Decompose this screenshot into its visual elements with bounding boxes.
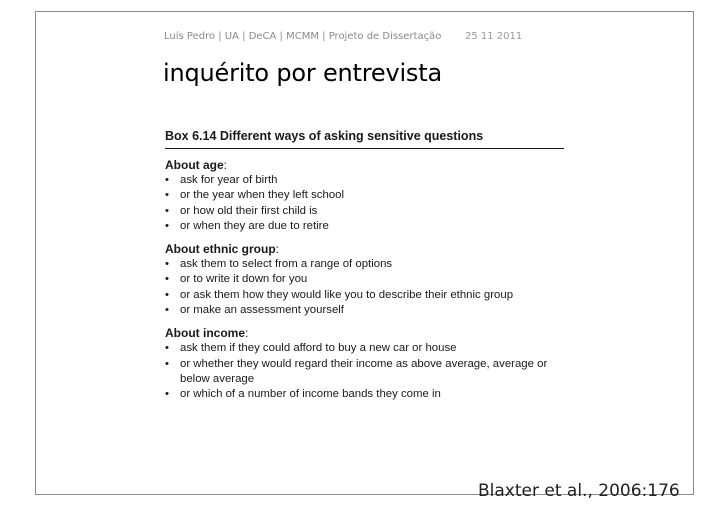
- box-title: Box 6.14 Different ways of asking sensitive questions: [165, 129, 484, 143]
- list-item: [165, 204, 565, 219]
- slide-title: inquérito por entrevista: [163, 59, 442, 87]
- bullet-icon: •: [165, 288, 169, 301]
- list-item-text: or make an assessment yourself: [180, 304, 344, 317]
- list-item-text: ask them if they could afford to buy a new car or house: [180, 342, 457, 355]
- list-item: [165, 173, 565, 188]
- section-age: [165, 158, 565, 234]
- list-item: [165, 387, 565, 402]
- bullet-icon: •: [165, 174, 169, 186]
- bullet-icon: •: [165, 357, 169, 370]
- section-heading-text: About age: [165, 158, 224, 172]
- list-item: [165, 257, 565, 272]
- list-item: [165, 303, 565, 318]
- bullet-list: [165, 257, 565, 318]
- bullet-icon: •: [165, 258, 169, 271]
- list-item-text: or whether they would regard their income as above average, average or below average: [180, 357, 548, 385]
- list-item-text: ask them to select from a range of options: [180, 258, 393, 271]
- list-item: [165, 288, 565, 303]
- list-item-text: or when they are due to retire: [180, 219, 329, 232]
- section-income: [165, 326, 565, 402]
- list-item: [165, 357, 565, 388]
- box-divider: [165, 148, 564, 149]
- list-item-text: or ask them how they would like you to describe their ethnic group: [180, 288, 514, 301]
- list-item-text: ask for year of birth: [180, 174, 278, 186]
- bullet-icon: •: [165, 388, 169, 401]
- citation: Blaxter et al., 2006:176: [478, 481, 680, 501]
- section-heading-text: About income: [165, 326, 245, 341]
- bullet-list: [165, 173, 565, 234]
- list-item: [165, 219, 565, 234]
- bullet-icon: •: [165, 204, 169, 217]
- list-item: [165, 341, 565, 356]
- list-item-text: or which of a number of income bands they come in: [180, 388, 441, 401]
- quoted-box: [165, 128, 565, 411]
- list-item: [165, 272, 565, 287]
- header-info: Luís Pedro | UA | DeCA | MCMM | Projeto de Dissertação: [164, 31, 442, 42]
- list-item-text: or how old their first child is: [180, 204, 318, 217]
- section-ethnic-group: [165, 242, 565, 318]
- bullet-list: [165, 341, 565, 402]
- list-item-text: or the year when they left school: [180, 189, 344, 202]
- bullet-icon: •: [165, 189, 169, 202]
- header-date: 25 11 2011: [465, 31, 523, 42]
- bullet-icon: •: [165, 304, 169, 317]
- section-heading: About age:: [165, 158, 228, 172]
- section-heading: About income:: [165, 326, 249, 341]
- list-item: [165, 188, 565, 203]
- bullet-icon: •: [165, 273, 169, 286]
- slide-header: [164, 31, 523, 42]
- bullet-icon: •: [165, 342, 169, 355]
- section-heading-text: About ethnic group: [165, 242, 276, 257]
- list-item-text: or to write it down for you: [180, 273, 308, 286]
- bullet-icon: •: [165, 219, 169, 232]
- section-heading: About ethnic group:: [165, 242, 279, 257]
